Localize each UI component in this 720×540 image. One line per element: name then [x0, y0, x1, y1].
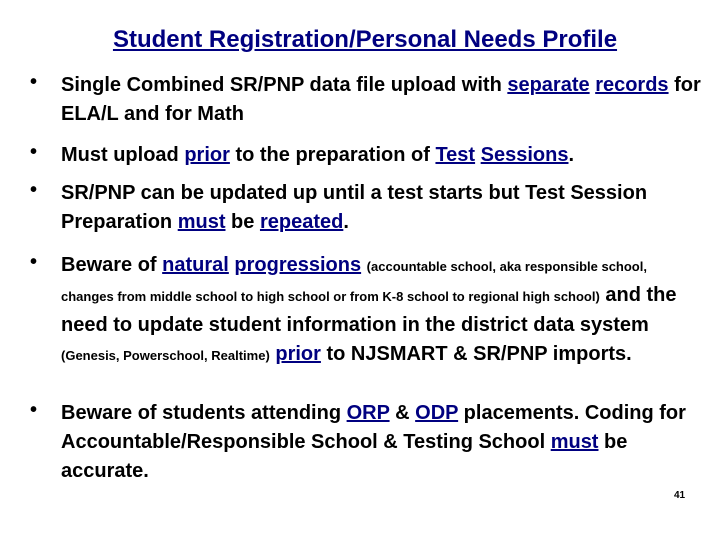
- emphasis-link: progressions: [234, 254, 362, 276]
- bullet-item: [30, 251, 702, 370]
- emphasis-link: must: [550, 431, 599, 453]
- bullet-dot-icon: •: [30, 141, 38, 163]
- bullet-dot-icon: •: [30, 71, 38, 93]
- bullet-text: Beware of natural progressions (accountable school, aka responsible school, changes from middle school to high school or from K-8 school to regional high school) and the need to update student information in the district data system (Genesis, Powerschool, Realtime) prior to NJSMART & SR/PNP imports.: [61, 254, 677, 365]
- bullet-item: [30, 141, 702, 170]
- emphasis-link: prior: [275, 343, 321, 365]
- emphasis-link: records: [595, 74, 669, 96]
- bullet-item: [30, 179, 702, 237]
- small-note: (accountable school, aka responsible school, changes from middle school to high school or from K-8 school to regional high school): [61, 259, 647, 304]
- emphasis-link: ORP: [346, 402, 390, 424]
- emphasis-link: prior: [184, 144, 230, 166]
- bullet-text: Single Combined SR/PNP data file upload with separate records for ELA/L and for Math: [61, 74, 701, 125]
- bullet-item: [30, 399, 702, 486]
- bullet-text: Must upload prior to the preparation of Test Sessions.: [61, 144, 575, 166]
- emphasis-link: repeated: [259, 211, 344, 233]
- bullet-dot-icon: •: [30, 399, 38, 421]
- emphasis-link: Test: [435, 144, 476, 166]
- emphasis-link: Sessions: [480, 144, 569, 166]
- emphasis-link: ODP: [415, 402, 459, 424]
- emphasis-link: must: [177, 211, 226, 233]
- bullet-text: Beware of students attending ORP & ODP placements. Coding for Accountable/Responsible School & Testing School must be accurate.: [61, 402, 686, 482]
- bullet-dot-icon: •: [30, 179, 38, 201]
- bullet-item: [30, 71, 702, 129]
- emphasis-link: separate: [507, 74, 590, 96]
- bullet-dot-icon: •: [30, 251, 38, 273]
- emphasis-link: natural: [162, 254, 229, 276]
- slide-title: Student Registration/Personal Needs Profile: [112, 26, 618, 53]
- small-note: (Genesis, Powerschool, Realtime): [61, 348, 270, 363]
- bullet-text: SR/PNP can be updated up until a test starts but Test Session Preparation must be repeated.: [61, 182, 648, 233]
- page-number: 41: [674, 490, 686, 501]
